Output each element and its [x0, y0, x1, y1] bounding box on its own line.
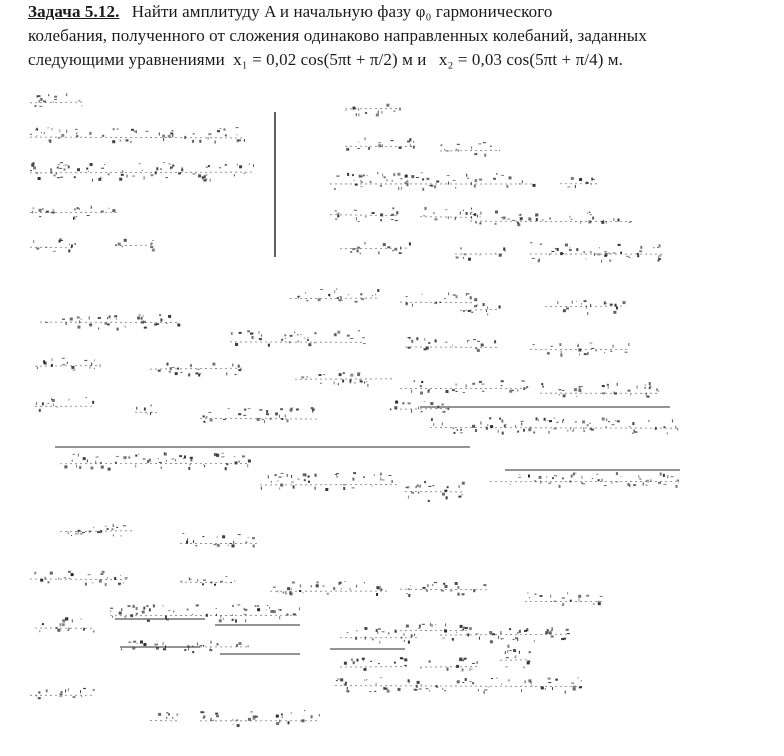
scribble-cluster [455, 247, 506, 260]
scribble-cluster [115, 239, 155, 252]
problem-text-1: Найти амплитуду A и начальную фазу φ₀ гармонического [131, 2, 553, 21]
scribble-cluster [335, 677, 585, 694]
scribble-cluster [290, 289, 380, 303]
scribble-cluster [30, 238, 76, 252]
scribble-cluster [560, 177, 600, 188]
scribble-cluster [530, 242, 665, 262]
equation-x2: x₂ = 0,03 cos(5πt + π/4) м. [438, 50, 624, 69]
scribble-cluster [200, 710, 320, 727]
scribble-cluster [400, 582, 490, 597]
scribble-cluster [30, 688, 95, 699]
scribble-cluster [200, 407, 320, 423]
problem-title: Задача 5.12. [28, 2, 120, 21]
problem-line-1 [28, 0, 758, 24]
scribble-cluster [470, 211, 635, 227]
scribble-cluster [35, 617, 95, 632]
scribble-cluster [270, 581, 390, 596]
scribble-cluster [30, 93, 85, 107]
scribble-cluster [135, 405, 160, 416]
scribble-cluster [60, 524, 135, 536]
scribble-cluster [340, 627, 420, 644]
scribble-cluster [150, 712, 180, 720]
scribble-cluster [540, 382, 660, 398]
scribble-cluster [40, 314, 180, 331]
scribble-cluster [400, 292, 477, 306]
scribble-cluster [440, 142, 500, 157]
scribble-cluster [420, 207, 476, 220]
solution-scan [0, 82, 784, 756]
scribble-cluster [500, 645, 531, 669]
scribble-cluster [345, 104, 401, 117]
scribble-cluster [440, 627, 570, 643]
scribble-cluster [30, 571, 130, 586]
scribble-cluster [460, 303, 501, 315]
scribble-cluster [30, 127, 245, 144]
equation-x1: x₁ = 0,02 cos(5πt + π/2) м и [233, 50, 427, 69]
scribble-cluster [430, 417, 680, 434]
scribble-cluster [345, 137, 415, 151]
scribble-cluster [545, 300, 626, 315]
scribble-cluster [35, 397, 95, 412]
scribble-cluster [400, 380, 530, 394]
problem-text-2: колебания, полученного от сложения одинаково направленных колебаний, заданных [28, 26, 647, 45]
scribble-cluster [330, 207, 400, 222]
scribble-cluster [180, 533, 260, 548]
scribble-cluster [420, 658, 480, 672]
scribble-cluster [30, 206, 120, 220]
scribble-cluster [340, 242, 411, 254]
problem-line-3 [28, 48, 758, 72]
problem-text-3: следующими уравнениями [28, 50, 225, 69]
problem-statement [28, 0, 758, 72]
scribble-cluster [260, 472, 400, 491]
scribble-cluster [330, 172, 536, 191]
scribble-cluster [405, 337, 500, 352]
scribble-cluster [295, 372, 395, 387]
scribble-cluster [60, 452, 251, 470]
scribble-cluster [150, 363, 245, 377]
scribble-cluster [35, 358, 101, 371]
solution-scribbles [0, 82, 784, 756]
scribble-cluster [340, 657, 410, 671]
scribble-cluster [490, 472, 680, 488]
scribble-cluster [180, 576, 235, 586]
scribble-cluster [110, 604, 300, 622]
scribble-cluster [525, 592, 605, 606]
scribble-cluster [230, 330, 366, 346]
problem-line-2 [28, 24, 758, 48]
scribble-cluster [405, 481, 465, 502]
scribble-cluster [30, 162, 255, 182]
scribble-cluster [530, 343, 630, 357]
